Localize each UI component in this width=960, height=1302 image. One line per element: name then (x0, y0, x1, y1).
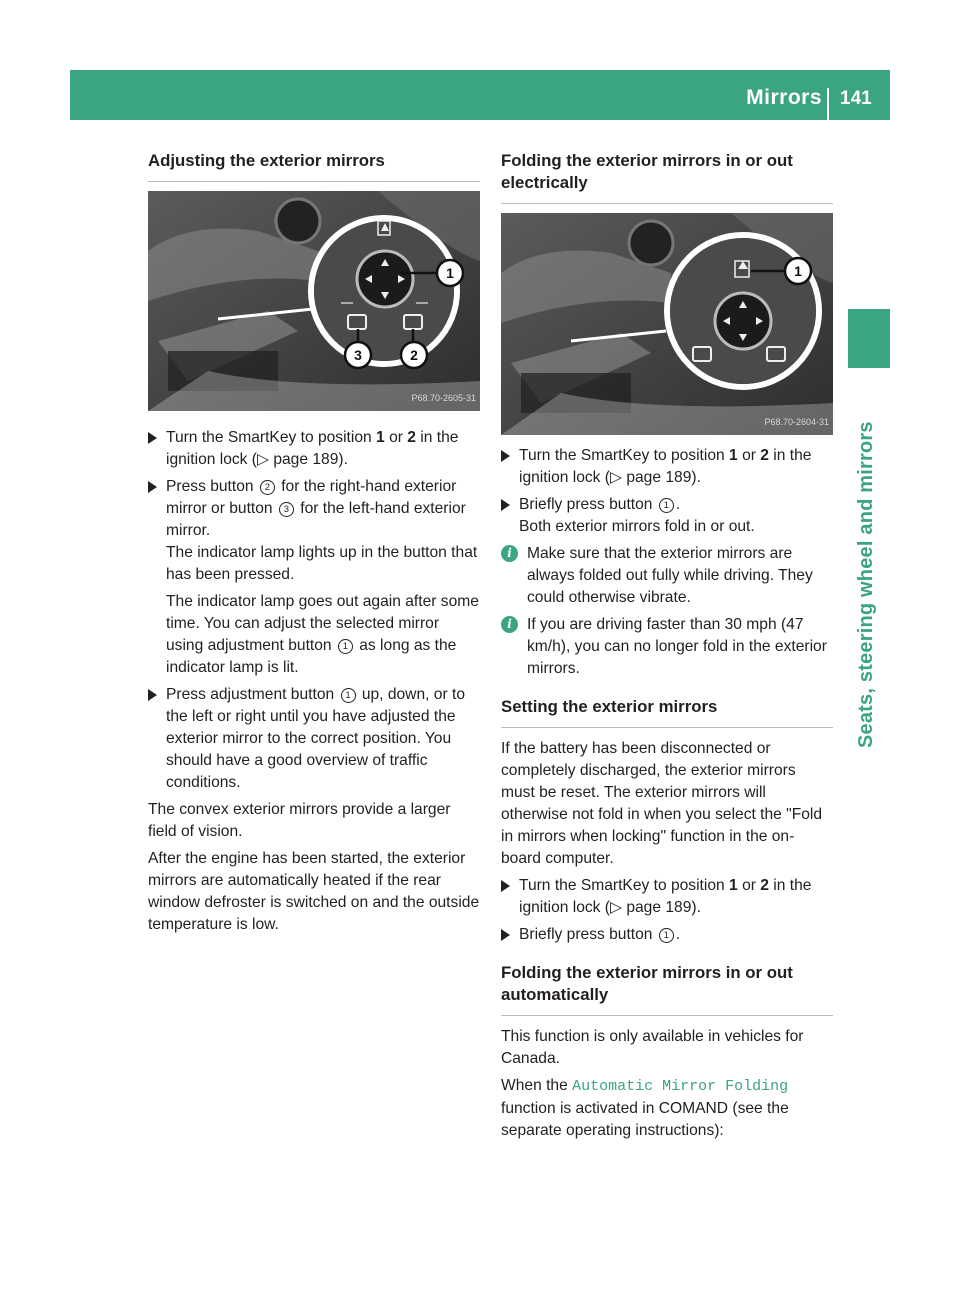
button-1-symbol: 1 (659, 928, 674, 943)
display-message-text: Automatic Mirror Folding (572, 1078, 789, 1095)
button-1-symbol: 1 (659, 498, 674, 513)
callout-3: 3 (354, 347, 362, 363)
header-separator (827, 88, 829, 120)
paragraph-comand: When the Automatic Mirror Folding function is activated in COMAND (see the separate operating instructions): (501, 1077, 789, 1139)
step-press-button: Press button 2 for the right-hand exterior mirror or button 3 for the left-hand exterior mirror. The indicator lamp lights up in the button that has been pressed. (148, 476, 480, 586)
figure-code: P68.70-2605-31 (411, 393, 476, 403)
heading-folding-electrically: Folding the exterior mirrors in or out electrically (501, 150, 833, 204)
step-arrow-icon (148, 481, 157, 493)
callout-1: 1 (446, 265, 454, 281)
step-note-indicator: The indicator lamp goes out again after some time. You can adjust the selected mirror using adjustment button 1 as long as the indicator lamp is lit. (166, 593, 479, 676)
button-1-symbol: 1 (338, 639, 353, 654)
paragraph-convex-mirrors: The convex exterior mirrors provide a larger field of vision. (148, 801, 451, 840)
page-ref-link[interactable]: ▷ page 189 (610, 899, 692, 916)
step-turn-smartkey: Turn the SmartKey to position 1 or 2 in the ignition lock (▷ page 189). (148, 427, 480, 471)
heading-folding-automatically: Folding the exterior mirrors in or out automatically (501, 962, 833, 1016)
left-column (148, 150, 480, 936)
page-number: 141 (840, 88, 872, 109)
button-3-symbol: 3 (279, 502, 294, 517)
section-title: Mirrors (746, 86, 822, 109)
right-column (501, 150, 833, 1142)
step-briefly-press-2: Briefly press button 1 . (501, 924, 833, 946)
door-panel-fold-illustration (501, 213, 833, 435)
info-note-folded: i Make sure that the exterior mirrors are always folded out fully while driving. They could otherwise vibrate. (501, 543, 833, 609)
step-arrow-icon (501, 880, 510, 892)
figure-mirror-fold (501, 213, 833, 435)
step-arrow-icon (148, 689, 157, 701)
step-arrow-icon (148, 432, 157, 444)
step-arrow-icon (501, 450, 510, 462)
callout-2: 2 (410, 347, 418, 363)
page-ref-link[interactable]: ▷ page 189 (610, 469, 692, 486)
page-ref-link[interactable]: ▷ page 189 (257, 451, 339, 468)
chapter-tab (848, 309, 890, 368)
step-turn-smartkey-2: Turn the SmartKey to position 1 or 2 in the ignition lock (▷ page 189). (501, 875, 833, 919)
step-turn-smartkey: Turn the SmartKey to position 1 or 2 in the ignition lock (▷ page 189). (501, 445, 833, 489)
figure-code: P68.70-2604-31 (764, 417, 829, 427)
info-icon: i (501, 616, 518, 633)
info-note-speed: i If you are driving faster than 30 mph (47 km/h), you can no longer fold in the exterior mirrors. (501, 614, 833, 680)
header-bar (70, 70, 890, 120)
heading-adjusting-mirrors: Adjusting the exterior mirrors (148, 150, 480, 182)
step-press-adjustment: Press adjustment button 1 up, down, or to the left or right until you have adjusted the exterior mirror to the correct position. You should have a good overview of traffic conditions. (148, 684, 480, 794)
heading-setting-mirrors: Setting the exterior mirrors (501, 696, 833, 728)
paragraph-canada-only: This function is only available in vehicles for Canada. (501, 1028, 804, 1067)
chapter-label: Seats, steering wheel and mirrors (855, 421, 877, 748)
step-briefly-press: Briefly press button 1 . Both exterior mirrors fold in or out. (501, 494, 833, 538)
door-panel-illustration (148, 191, 480, 411)
button-2-symbol: 2 (260, 480, 275, 495)
step-arrow-icon (501, 929, 510, 941)
figure-mirror-adjust (148, 191, 480, 411)
callout-1: 1 (794, 263, 802, 279)
info-icon: i (501, 545, 518, 562)
paragraph-battery-reset: If the battery has been disconnected or completely discharged, the exterior mirrors must be reset. The exterior mirrors will otherwise not fold in when you select the "Fold in mirrors when locking" function in the on-board computer. (501, 740, 823, 867)
step-arrow-icon (501, 499, 510, 511)
button-1-symbol: 1 (341, 688, 356, 703)
paragraph-heated-mirrors: After the engine has been started, the exterior mirrors are automatically heated if the rear window defroster is switched on and the outside temperature is low. (148, 850, 480, 933)
